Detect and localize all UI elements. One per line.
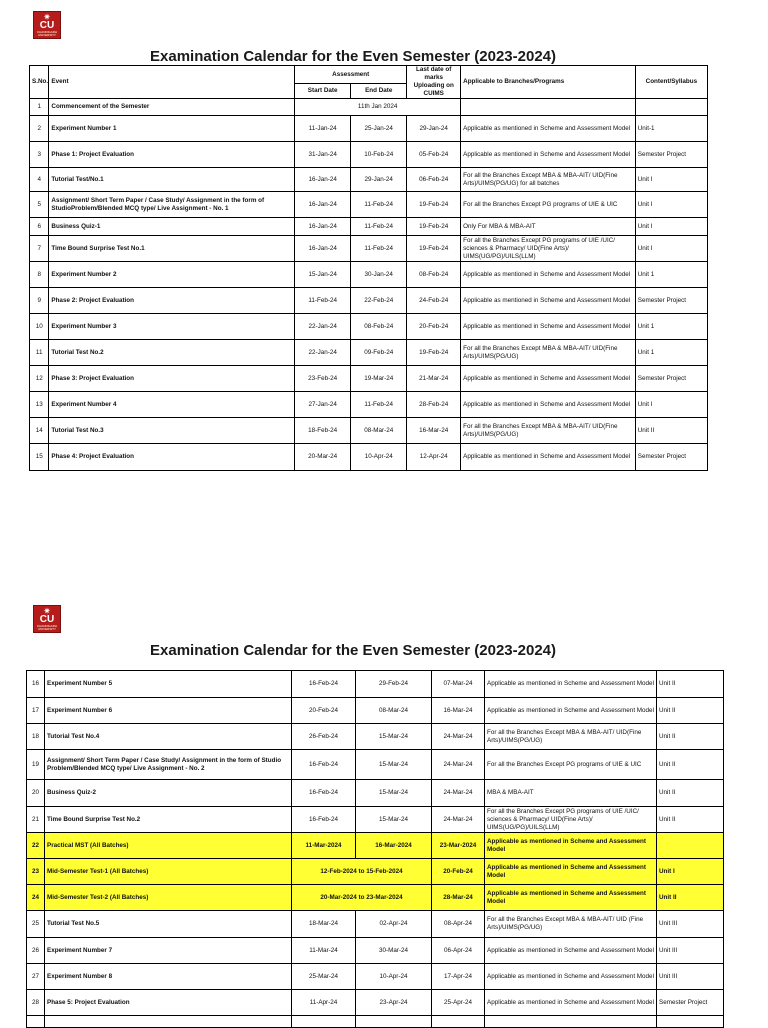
- row-content: Unit II: [657, 724, 724, 750]
- row-cell-empty: [657, 1016, 724, 1028]
- row-start-date: 25-Mar-24: [292, 964, 356, 990]
- row-start-date: 16-Jan-24: [295, 236, 351, 262]
- row-last-date: 19-Feb-24: [407, 218, 461, 236]
- row-date-range: 12-Feb-2024 to 15-Feb-2024: [292, 859, 432, 885]
- row-end-date: 11-Feb-24: [351, 236, 407, 262]
- row-event: Time Bound Surprise Test No.1: [49, 236, 295, 262]
- table-row: [30, 366, 708, 392]
- row-cell-empty: [432, 1016, 485, 1028]
- row-applicable: Only For MBA & MBA-AIT: [461, 218, 636, 236]
- row-applicable: Applicable as mentioned in Scheme and Assessment Model: [485, 938, 657, 964]
- table-row: [27, 938, 724, 964]
- row-start-date: 18-Feb-24: [295, 418, 351, 444]
- row-applicable: For all the Branches Except MBA & MBA-AIT/ UID(Fine Arts)/UIMS(PG/UG): [461, 418, 636, 444]
- table-row: [30, 444, 708, 471]
- row-content: Unit III: [657, 964, 724, 990]
- table-row: [30, 192, 708, 218]
- row-date-range: 20-Mar-2024 to 23-Mar-2024: [292, 885, 432, 911]
- row-event: Business Quiz-2: [45, 780, 292, 807]
- row-start-date: 11-Mar-24: [292, 938, 356, 964]
- table-row: [30, 418, 708, 444]
- row-last-date: 29-Jan-24: [407, 116, 461, 142]
- row-content: Unit I: [635, 192, 707, 218]
- table-row: [27, 990, 724, 1016]
- row-last-date: 08-Feb-24: [407, 262, 461, 288]
- table-row: [27, 724, 724, 750]
- row-last-date: 24-Mar-24: [432, 750, 485, 780]
- row-event: Time Bound Surprise Test No.2: [45, 807, 292, 833]
- table-row: [30, 99, 708, 116]
- row-applicable: For all the Branches Except PG programs of UIE & UIC: [461, 192, 636, 218]
- row-end-date: 15-Mar-24: [356, 724, 432, 750]
- header-applicable: Applicable to Branches/Programs: [461, 66, 636, 99]
- row-content: Unit 1: [635, 314, 707, 340]
- row-end-date: 02-Apr-24: [356, 911, 432, 938]
- row-start-date: 27-Jan-24: [295, 392, 351, 418]
- row-content: Semester Project: [635, 366, 707, 392]
- row-event: Experiment Number 1: [49, 116, 295, 142]
- row-end-date: 08-Mar-24: [351, 418, 407, 444]
- row-sno: 20: [27, 780, 45, 807]
- row-end-date: 10-Apr-24: [356, 964, 432, 990]
- row-content: Unit II: [635, 418, 707, 444]
- table-row: [27, 698, 724, 724]
- row-applicable: For all the Branches Except PG programs of UIE & UIC: [485, 750, 657, 780]
- row-start-date: 31-Jan-24: [295, 142, 351, 168]
- row-end-date: 15-Mar-24: [356, 780, 432, 807]
- row-cell-empty: [292, 1016, 356, 1028]
- header-assessment: Assessment: [295, 66, 407, 84]
- table-row: [30, 340, 708, 366]
- row-end-date: 10-Feb-24: [351, 142, 407, 168]
- row-content: Unit-1: [635, 116, 707, 142]
- row-event: Tutorial Test No.2: [49, 340, 295, 366]
- row-end-date: 11-Feb-24: [351, 218, 407, 236]
- row-end-date: 09-Feb-24: [351, 340, 407, 366]
- row-applicable: Applicable as mentioned in Scheme and Assessment Model: [461, 392, 636, 418]
- logo-emblem-icon: ✷: [43, 606, 51, 616]
- row-event: Experiment Number 3: [49, 314, 295, 340]
- row-last-date: 24-Mar-24: [432, 780, 485, 807]
- table-row: [27, 750, 724, 780]
- row-end-date: 25-Jan-24: [351, 116, 407, 142]
- row-sno: 26: [27, 938, 45, 964]
- row-start-date: 16-Jan-24: [295, 218, 351, 236]
- row-applicable: Applicable as mentioned in Scheme and Assessment Model: [461, 116, 636, 142]
- table-row: [27, 885, 724, 911]
- row-end-date: 10-Apr-24: [351, 444, 407, 471]
- row-event: Phase 3: Project Evaluation: [49, 366, 295, 392]
- row-start-date: 22-Jan-24: [295, 340, 351, 366]
- table-row: [30, 116, 708, 142]
- row-event: Assignment/ Short Term Paper / Case Study/ Assignment in the form of StudioProblem/Blended MCQ type/ Live Assignment - No. 1: [49, 192, 295, 218]
- row-sno: 8: [30, 262, 49, 288]
- university-logo: ✷ CU CHANDIGARH UNIVERSITY: [33, 11, 61, 39]
- table-row: [27, 671, 724, 698]
- row-applicable: For all the Branches Except MBA & MBA-AIT/ UID(Fine Arts)/UIMS(PG/UG): [461, 340, 636, 366]
- row-content: Semester Project: [635, 444, 707, 471]
- row-sno: 21: [27, 807, 45, 833]
- row-sno: 1: [30, 99, 49, 116]
- row-content: Unit II: [657, 807, 724, 833]
- row-content: Unit I: [635, 236, 707, 262]
- table-row: [27, 964, 724, 990]
- row-applicable: Applicable as mentioned in Scheme and Assessment Model: [485, 859, 657, 885]
- table-row: [30, 168, 708, 192]
- row-end-date: 08-Feb-24: [351, 314, 407, 340]
- header-start-date: Start Date: [295, 84, 351, 99]
- row-start-date: 16-Feb-24: [292, 750, 356, 780]
- row-content: [635, 99, 707, 116]
- row-cell-empty: [27, 1016, 45, 1028]
- row-sno: 7: [30, 236, 49, 262]
- row-last-date: 06-Feb-24: [407, 168, 461, 192]
- table-row: [27, 833, 724, 859]
- row-event: Mid-Semester Test-2 (All Batches): [45, 885, 292, 911]
- row-start-date: 15-Jan-24: [295, 262, 351, 288]
- row-sno: 22: [27, 833, 45, 859]
- row-last-date: 05-Feb-24: [407, 142, 461, 168]
- row-content: Unit II: [657, 671, 724, 698]
- row-content: Unit II: [657, 750, 724, 780]
- logo-emblem-icon: ✷: [43, 12, 51, 22]
- row-event: Tutorial Test No.3: [49, 418, 295, 444]
- row-start-date: 20-Mar-24: [295, 444, 351, 471]
- table-row: [30, 142, 708, 168]
- row-start-date: 22-Jan-24: [295, 314, 351, 340]
- row-sno: 16: [27, 671, 45, 698]
- row-applicable: Applicable as mentioned in Scheme and Assessment Model: [485, 990, 657, 1016]
- row-end-date: 22-Feb-24: [351, 288, 407, 314]
- row-end-date: 16-Mar-2024: [356, 833, 432, 859]
- row-sno: 5: [30, 192, 49, 218]
- row-last-date: 06-Apr-24: [432, 938, 485, 964]
- row-start-date: 11-Feb-24: [295, 288, 351, 314]
- table-row: [27, 807, 724, 833]
- row-content: Unit II: [657, 885, 724, 911]
- exam-calendar-table-2: [26, 670, 724, 1028]
- header-event: Event: [49, 66, 295, 99]
- row-content: Unit 1: [635, 340, 707, 366]
- row-end-date: 15-Mar-24: [356, 750, 432, 780]
- row-end-date: 11-Feb-24: [351, 192, 407, 218]
- row-start-date: 16-Jan-24: [295, 192, 351, 218]
- row-event: Phase 2: Project Evaluation: [49, 288, 295, 314]
- row-start-date: 16-Feb-24: [292, 807, 356, 833]
- row-end-date: 19-Mar-24: [351, 366, 407, 392]
- row-start-date: 16-Jan-24: [295, 168, 351, 192]
- row-content: Unit II: [657, 698, 724, 724]
- row-event: Practical MST (All Batches): [45, 833, 292, 859]
- row-sno: 27: [27, 964, 45, 990]
- row-content: [657, 833, 724, 859]
- row-last-date: 17-Apr-24: [432, 964, 485, 990]
- table-row: [30, 218, 708, 236]
- row-event: Experiment Number 2: [49, 262, 295, 288]
- row-last-date: 08-Apr-24: [432, 911, 485, 938]
- row-last-date: 12-Apr-24: [407, 444, 461, 471]
- row-applicable: [461, 99, 636, 116]
- exam-calendar-table-1: [29, 65, 708, 471]
- row-content: Semester Project: [635, 142, 707, 168]
- row-content: Unit II: [657, 780, 724, 807]
- row-start-date: 16-Feb-24: [292, 780, 356, 807]
- row-content: Unit I: [635, 218, 707, 236]
- row-applicable: For all the Branches Except PG programs of UIE /UIC/ sciences & Pharmacy/ UID(Fine Arts)/ UIMS(UG/PG)/UILS(LLM): [485, 807, 657, 833]
- row-last-date: 24-Mar-24: [432, 807, 485, 833]
- header-content: Content/Syllabus: [635, 66, 707, 99]
- row-sno: 17: [27, 698, 45, 724]
- row-start-date: 16-Feb-24: [292, 671, 356, 698]
- row-event: Tutorial Test No.4: [45, 724, 292, 750]
- row-end-date: 30-Mar-24: [356, 938, 432, 964]
- row-applicable: Applicable as mentioned in Scheme and Assessment Model: [485, 964, 657, 990]
- row-sno: 24: [27, 885, 45, 911]
- row-end-date: 23-Apr-24: [356, 990, 432, 1016]
- row-sno: 10: [30, 314, 49, 340]
- row-event: Assignment/ Short Term Paper / Case Study/ Assignment in the form of Studio Problem/Blended MCQ type/ Live Assignment - No. 2: [45, 750, 292, 780]
- header-last-date: Last date of marks Uploading on CUIMS: [407, 66, 461, 99]
- page-title-2: Examination Calendar for the Even Semester (2023-2024): [150, 642, 556, 659]
- row-end-date: 29-Feb-24: [356, 671, 432, 698]
- row-event: Phase 1: Project Evaluation: [49, 142, 295, 168]
- row-applicable: Applicable as mentioned in Scheme and Assessment Model: [461, 288, 636, 314]
- row-last-date: 19-Feb-24: [407, 192, 461, 218]
- row-event: Business Quiz-1: [49, 218, 295, 236]
- row-content: Unit III: [657, 911, 724, 938]
- row-applicable: Applicable as mentioned in Scheme and Assessment Model: [461, 314, 636, 340]
- row-date-span: 11th Jan 2024: [295, 99, 461, 116]
- page-title: Examination Calendar for the Even Semester (2023-2024): [150, 48, 556, 65]
- row-event: Experiment Number 7: [45, 938, 292, 964]
- row-cell-empty: [45, 1016, 292, 1028]
- table-row: [30, 392, 708, 418]
- row-applicable: Applicable as mentioned in Scheme and Assessment Model: [461, 366, 636, 392]
- row-sno: 3: [30, 142, 49, 168]
- row-applicable: Applicable as mentioned in Scheme and Assessment Model: [461, 444, 636, 471]
- row-sno: 4: [30, 168, 49, 192]
- row-event: Tutorial Test No.5: [45, 911, 292, 938]
- row-applicable: Applicable as mentioned in Scheme and Assessment Model: [485, 833, 657, 859]
- row-last-date: 23-Mar-2024: [432, 833, 485, 859]
- row-event: Experiment Number 6: [45, 698, 292, 724]
- row-sno: 23: [27, 859, 45, 885]
- row-applicable: For all the Branches Except MBA & MBA-AIT/ UID(Fine Arts)/UIMS(PG/UG) for all batches: [461, 168, 636, 192]
- row-applicable: Applicable as mentioned in Scheme and Assessment Model: [485, 698, 657, 724]
- row-event: Experiment Number 5: [45, 671, 292, 698]
- row-content: Unit I: [657, 859, 724, 885]
- row-content: Unit I: [635, 168, 707, 192]
- row-content: Semester Project: [635, 288, 707, 314]
- row-sno: 11: [30, 340, 49, 366]
- row-end-date: 11-Feb-24: [351, 392, 407, 418]
- row-start-date: 18-Mar-24: [292, 911, 356, 938]
- row-sno: 9: [30, 288, 49, 314]
- row-applicable: Applicable as mentioned in Scheme and Assessment Model: [461, 262, 636, 288]
- row-last-date: 16-Mar-24: [407, 418, 461, 444]
- row-content: Unit III: [657, 938, 724, 964]
- row-event: Experiment Number 8: [45, 964, 292, 990]
- row-start-date: 11-Mar-2024: [292, 833, 356, 859]
- row-sno: 28: [27, 990, 45, 1016]
- row-event: Phase 4: Project Evaluation: [49, 444, 295, 471]
- row-cell-empty: [356, 1016, 432, 1028]
- row-start-date: 11-Apr-24: [292, 990, 356, 1016]
- row-event: Commencement of the Semester: [49, 99, 295, 116]
- row-last-date: 28-Feb-24: [407, 392, 461, 418]
- row-sno: 2: [30, 116, 49, 142]
- row-content: Unit 1: [635, 262, 707, 288]
- row-event: Tutorial Test/No.1: [49, 168, 295, 192]
- row-start-date: 20-Feb-24: [292, 698, 356, 724]
- header-sno: S.No.: [30, 66, 49, 99]
- row-applicable: For all the Branches Except MBA & MBA-AIT/ UID(Fine Arts)/UIMS(PG/UG): [485, 724, 657, 750]
- row-last-date: 25-Apr-24: [432, 990, 485, 1016]
- table-row: [30, 314, 708, 340]
- row-sno: 25: [27, 911, 45, 938]
- row-start-date: 11-Jan-24: [295, 116, 351, 142]
- table-row: [27, 1016, 724, 1028]
- university-logo-2: ✷ CU CHANDIGARH UNIVERSITY: [33, 605, 61, 633]
- row-event: Phase 5: Project Evaluation: [45, 990, 292, 1016]
- row-event: Experiment Number 4: [49, 392, 295, 418]
- row-last-date: 19-Feb-24: [407, 236, 461, 262]
- row-end-date: 29-Jan-24: [351, 168, 407, 192]
- row-content: Semester Project: [657, 990, 724, 1016]
- row-applicable: For all the Branches Except PG programs of UIE /UIC/ sciences & Pharmacy/ UID(Fine Arts)/ UIMS(UG/PG)/UILS(LLM): [461, 236, 636, 262]
- row-last-date: 16-Mar-24: [432, 698, 485, 724]
- row-applicable: Applicable as mentioned in Scheme and Assessment Model: [461, 142, 636, 168]
- row-sno: 6: [30, 218, 49, 236]
- table-row: [27, 780, 724, 807]
- row-sno: 18: [27, 724, 45, 750]
- row-last-date: 21-Mar-24: [407, 366, 461, 392]
- row-applicable: MBA & MBA-AIT: [485, 780, 657, 807]
- row-sno: 14: [30, 418, 49, 444]
- header-end-date: End Date: [351, 84, 407, 99]
- table-row: [30, 236, 708, 262]
- row-sno: 12: [30, 366, 49, 392]
- row-last-date: 28-Mar-24: [432, 885, 485, 911]
- table-row: [27, 911, 724, 938]
- row-last-date: 07-Mar-24: [432, 671, 485, 698]
- row-start-date: 26-Feb-24: [292, 724, 356, 750]
- row-sno: 19: [27, 750, 45, 780]
- row-last-date: 24-Feb-24: [407, 288, 461, 314]
- row-start-date: 23-Feb-24: [295, 366, 351, 392]
- table-row: [30, 288, 708, 314]
- row-end-date: 30-Jan-24: [351, 262, 407, 288]
- row-content: Unit I: [635, 392, 707, 418]
- table-row: [30, 262, 708, 288]
- row-sno: 13: [30, 392, 49, 418]
- row-sno: 15: [30, 444, 49, 471]
- row-last-date: 20-Feb-24: [432, 859, 485, 885]
- row-applicable: Applicable as mentioned in Scheme and Assessment Model: [485, 885, 657, 911]
- row-end-date: 08-Mar-24: [356, 698, 432, 724]
- row-last-date: 19-Feb-24: [407, 340, 461, 366]
- row-end-date: 15-Mar-24: [356, 807, 432, 833]
- row-cell-empty: [485, 1016, 657, 1028]
- row-last-date: 24-Mar-24: [432, 724, 485, 750]
- row-last-date: 20-Feb-24: [407, 314, 461, 340]
- row-event: Mid-Semester Test-1 (All Batches): [45, 859, 292, 885]
- table-row: [27, 859, 724, 885]
- row-applicable: For all the Branches Except MBA & MBA-AIT/ UID (Fine Arts)/UIMS(PG/UG): [485, 911, 657, 938]
- row-applicable: Applicable as mentioned in Scheme and Assessment Model: [485, 671, 657, 698]
